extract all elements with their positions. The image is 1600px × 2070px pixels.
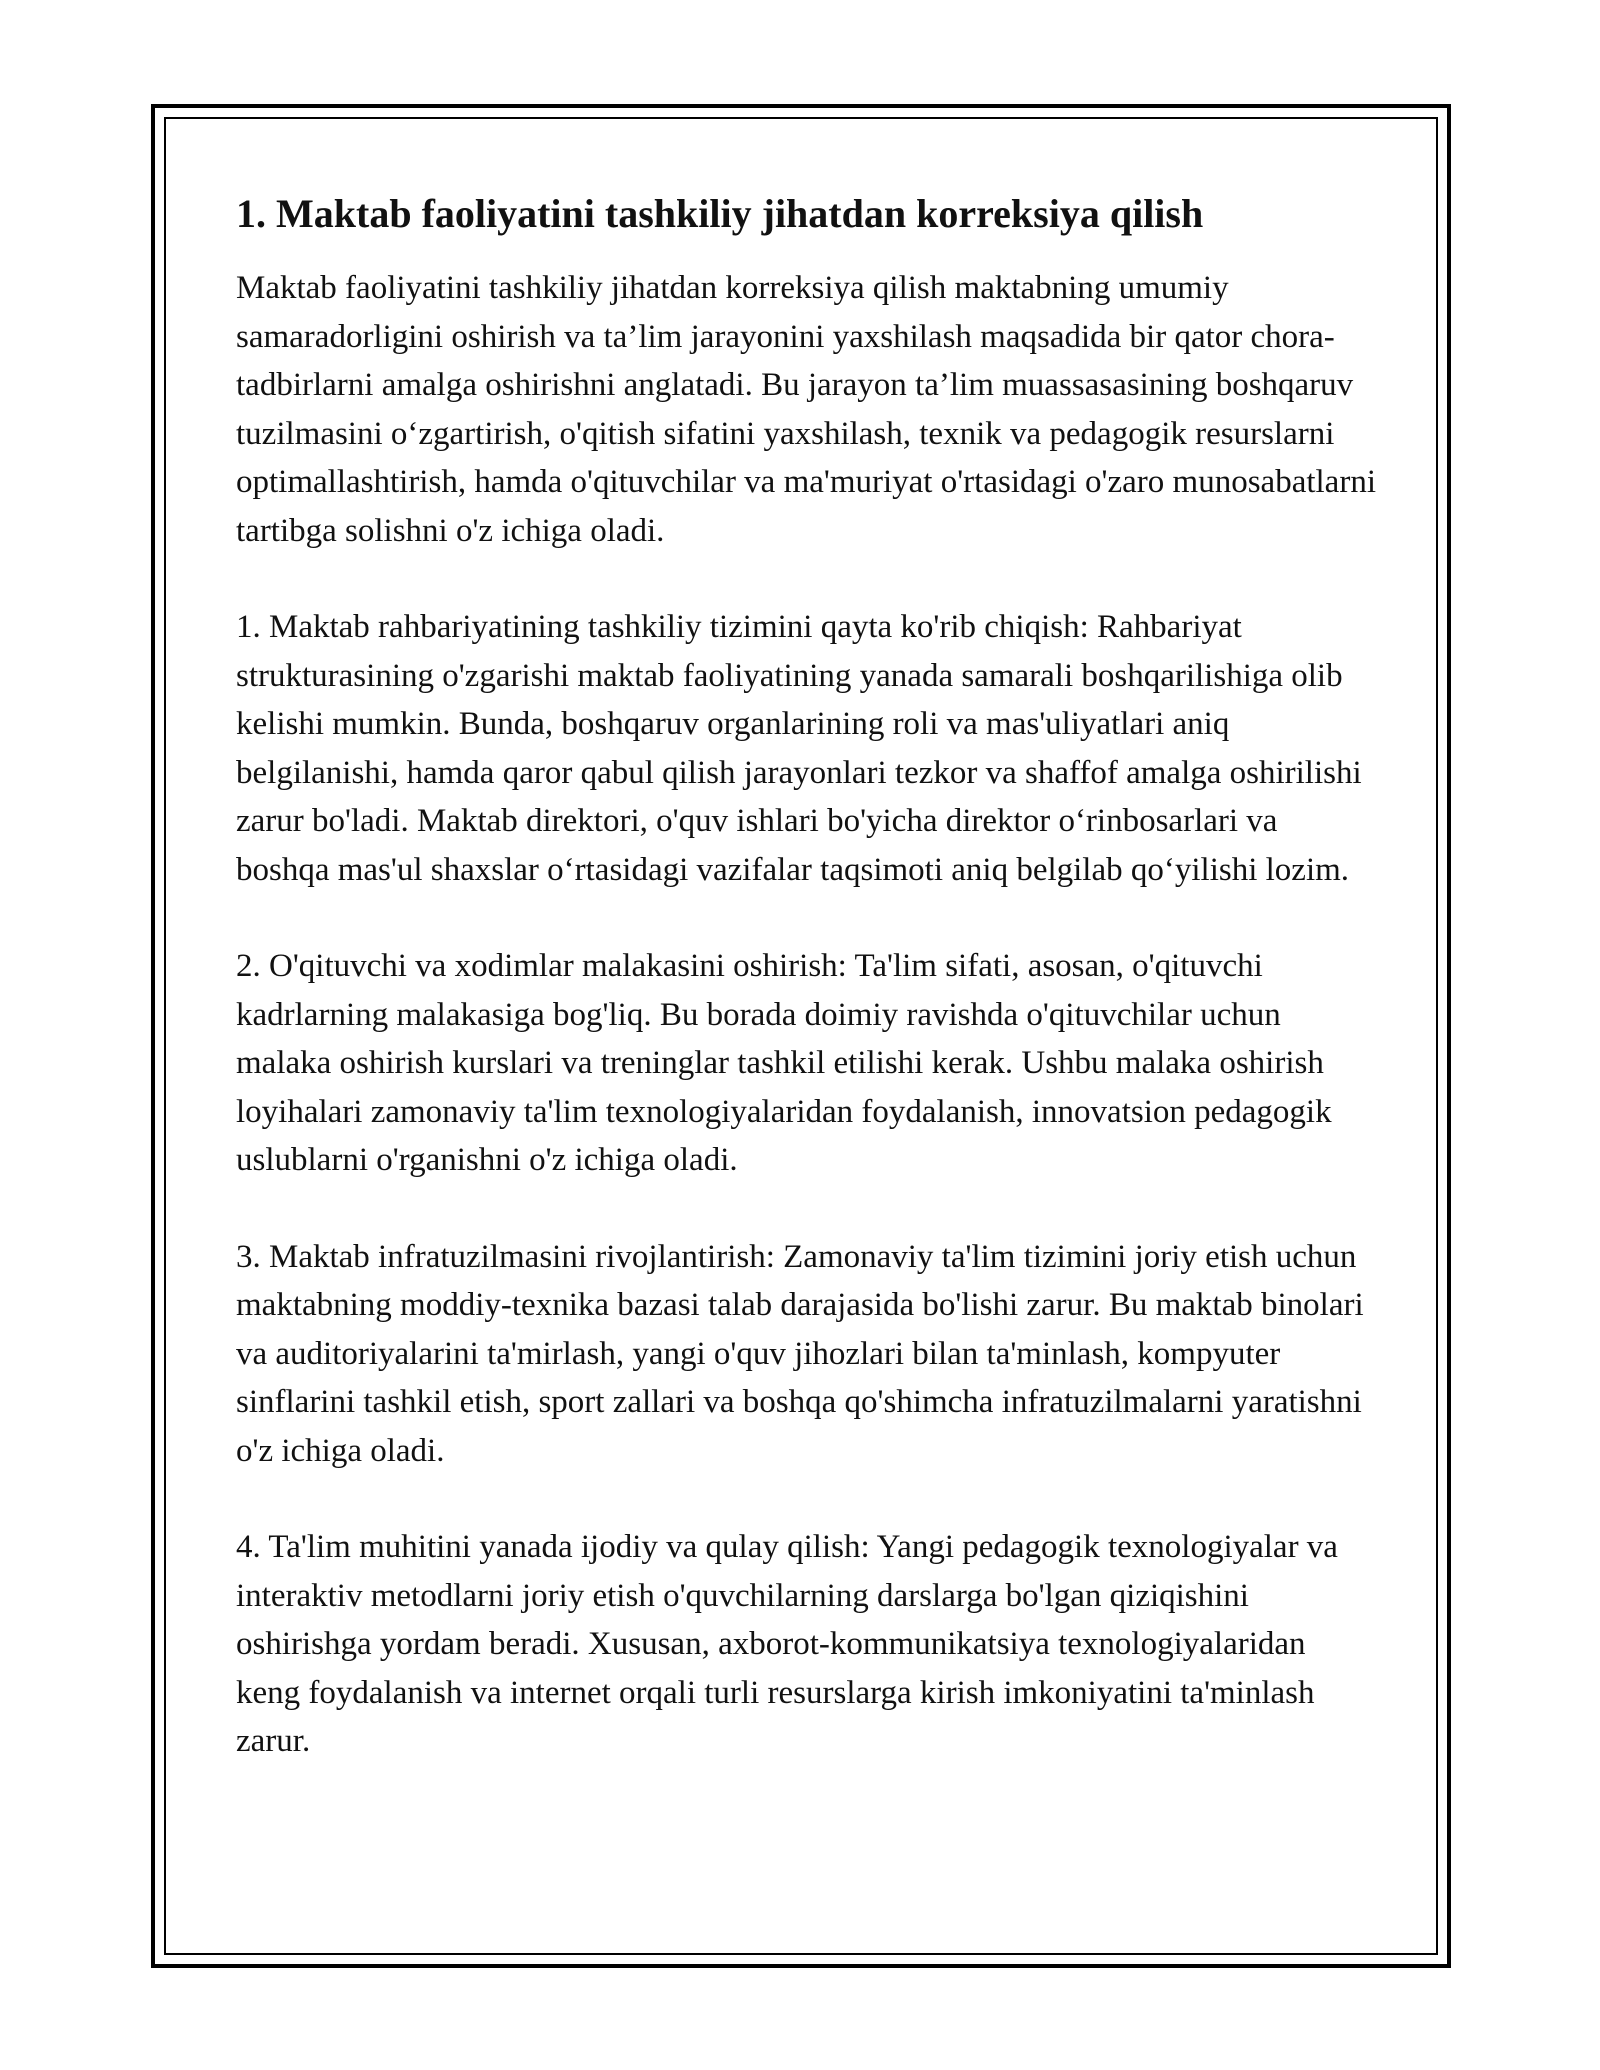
document-body xyxy=(236,188,1376,1814)
list-item-teacher-training: 2. O'qituvchi va xodimlar malakasini oshirish: Ta'lim sifati, asosan, o'qituvchi kadrlarning malakasiga bog'liq. Bu borada doimiy ravishda o'qituvchilar uchun malaka oshirish kurslari va treninglar tashkil etilishi kerak. Ushbu malaka oshirish loyihalari zamonaviy ta'lim texnologiyalaridan foydalanish, innovatsion pedagogik uslublarni o'rganishni o'z ichiga oladi. xyxy=(236,948,1332,1178)
list-item-learning-environment: 4. Ta'lim muhitini yanada ijodiy va qulay qilish: Yangi pedagogik texnologiyalar va interaktiv metodlarni joriy etish o'quvchilarning darslarga bo'lgan qiziqishini oshirishga yordam beradi. Xususan, axborot-kommunikatsiya texnologiyalaridan keng foydalanish va internet orqali turli resurslarga kirish imkoniyatini ta'minlash zarur. xyxy=(236,1529,1338,1759)
intro-paragraph: Maktab faoliyatini tashkiliy jihatdan korreksiya qilish maktabning umumiy samaradorligini oshirish va ta’lim jarayonini yaxshilash maqsadida bir qator chora-tadbirlarni amalga oshirishni anglatadi. Bu jarayon ta’lim muassasasining boshqaruv tuzilmasini o‘zgartirish, o'qitish sifatini yaxshilash, texnik va pedagogik resurslarni optimallashtirish, hamda o'qituvchilar va ma'muriyat o'rtasidagi o'zaro munosabatlarni tartibga solishni o'z ichiga oladi. xyxy=(236,270,1376,549)
list-item-leadership: 1. Maktab rahbariyatining tashkiliy tizimini qayta ko'rib chiqish: Rahbariyat strukturasining o'zgarishi maktab faoliyatining yanada samarali boshqarilishiga olib kelishi mumkin. Bunda, boshqaruv organlarining roli va mas'uliyatlari aniq belgilanishi, hamda qaror qabul qilish jarayonlari tezkor va shaffof amalga oshirilishi zarur bo'ladi. Maktab direktori, o'quv ishlari bo'yicha direktor o‘rinbosarlari va boshqa mas'ul shaxslar o‘rtasidagi vazifalar taqsimoti aniq belgilab qo‘yilishi lozim. xyxy=(236,609,1362,888)
list-item-infrastructure: 3. Maktab infratuzilmasini rivojlantirish: Zamonaviy ta'lim tizimini joriy etish uchun maktabning moddiy-texnika bazasi talab darajasida bo'lishi zarur. Bu maktab binolari va auditoriyalarini ta'mirlash, yangi o'quv jihozlari bilan ta'minlash, kompyuter sinflarini tashkil etish, sport zallari va boshqa qo'shimcha infratuzilmalarni yaratishni o'z ichiga oladi. xyxy=(236,1238,1364,1469)
section-title: 1. Maktab faoliyatini tashkiliy jihatdan korreksiya qilish xyxy=(236,191,1204,236)
